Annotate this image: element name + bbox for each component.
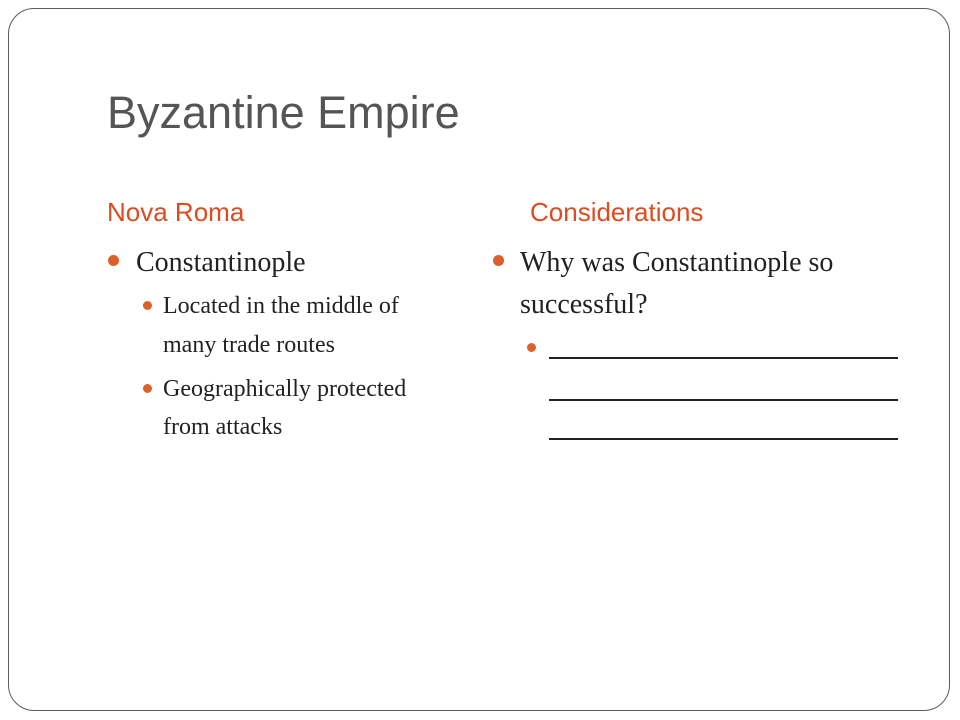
left-subbullet-1-line-2: many trade routes [163, 332, 335, 358]
answer-blank-rule-1 [549, 357, 898, 359]
bullet-icon [493, 255, 504, 266]
sub-bullet-icon [143, 301, 152, 310]
answer-blank-rule-3 [549, 438, 898, 440]
slide-title: Byzantine Empire [107, 87, 460, 138]
sub-bullet-icon [527, 343, 536, 352]
left-bullet-text: Constantinople [136, 247, 306, 278]
left-subbullet-1-line-1: Located in the middle of [163, 293, 399, 319]
left-subbullet-2-line-2: from attacks [163, 414, 283, 440]
right-bullet-line-1: Why was Constantinople so [520, 247, 834, 278]
right-bullet-line-2: successful? [520, 289, 648, 320]
bullet-icon [108, 255, 119, 266]
left-column-heading: Nova Roma [107, 197, 245, 227]
answer-blank-rule-2 [549, 399, 898, 401]
right-column-heading: Considerations [530, 197, 704, 227]
sub-bullet-icon [143, 384, 152, 393]
left-subbullet-2-line-1: Geographically protected [163, 376, 407, 402]
